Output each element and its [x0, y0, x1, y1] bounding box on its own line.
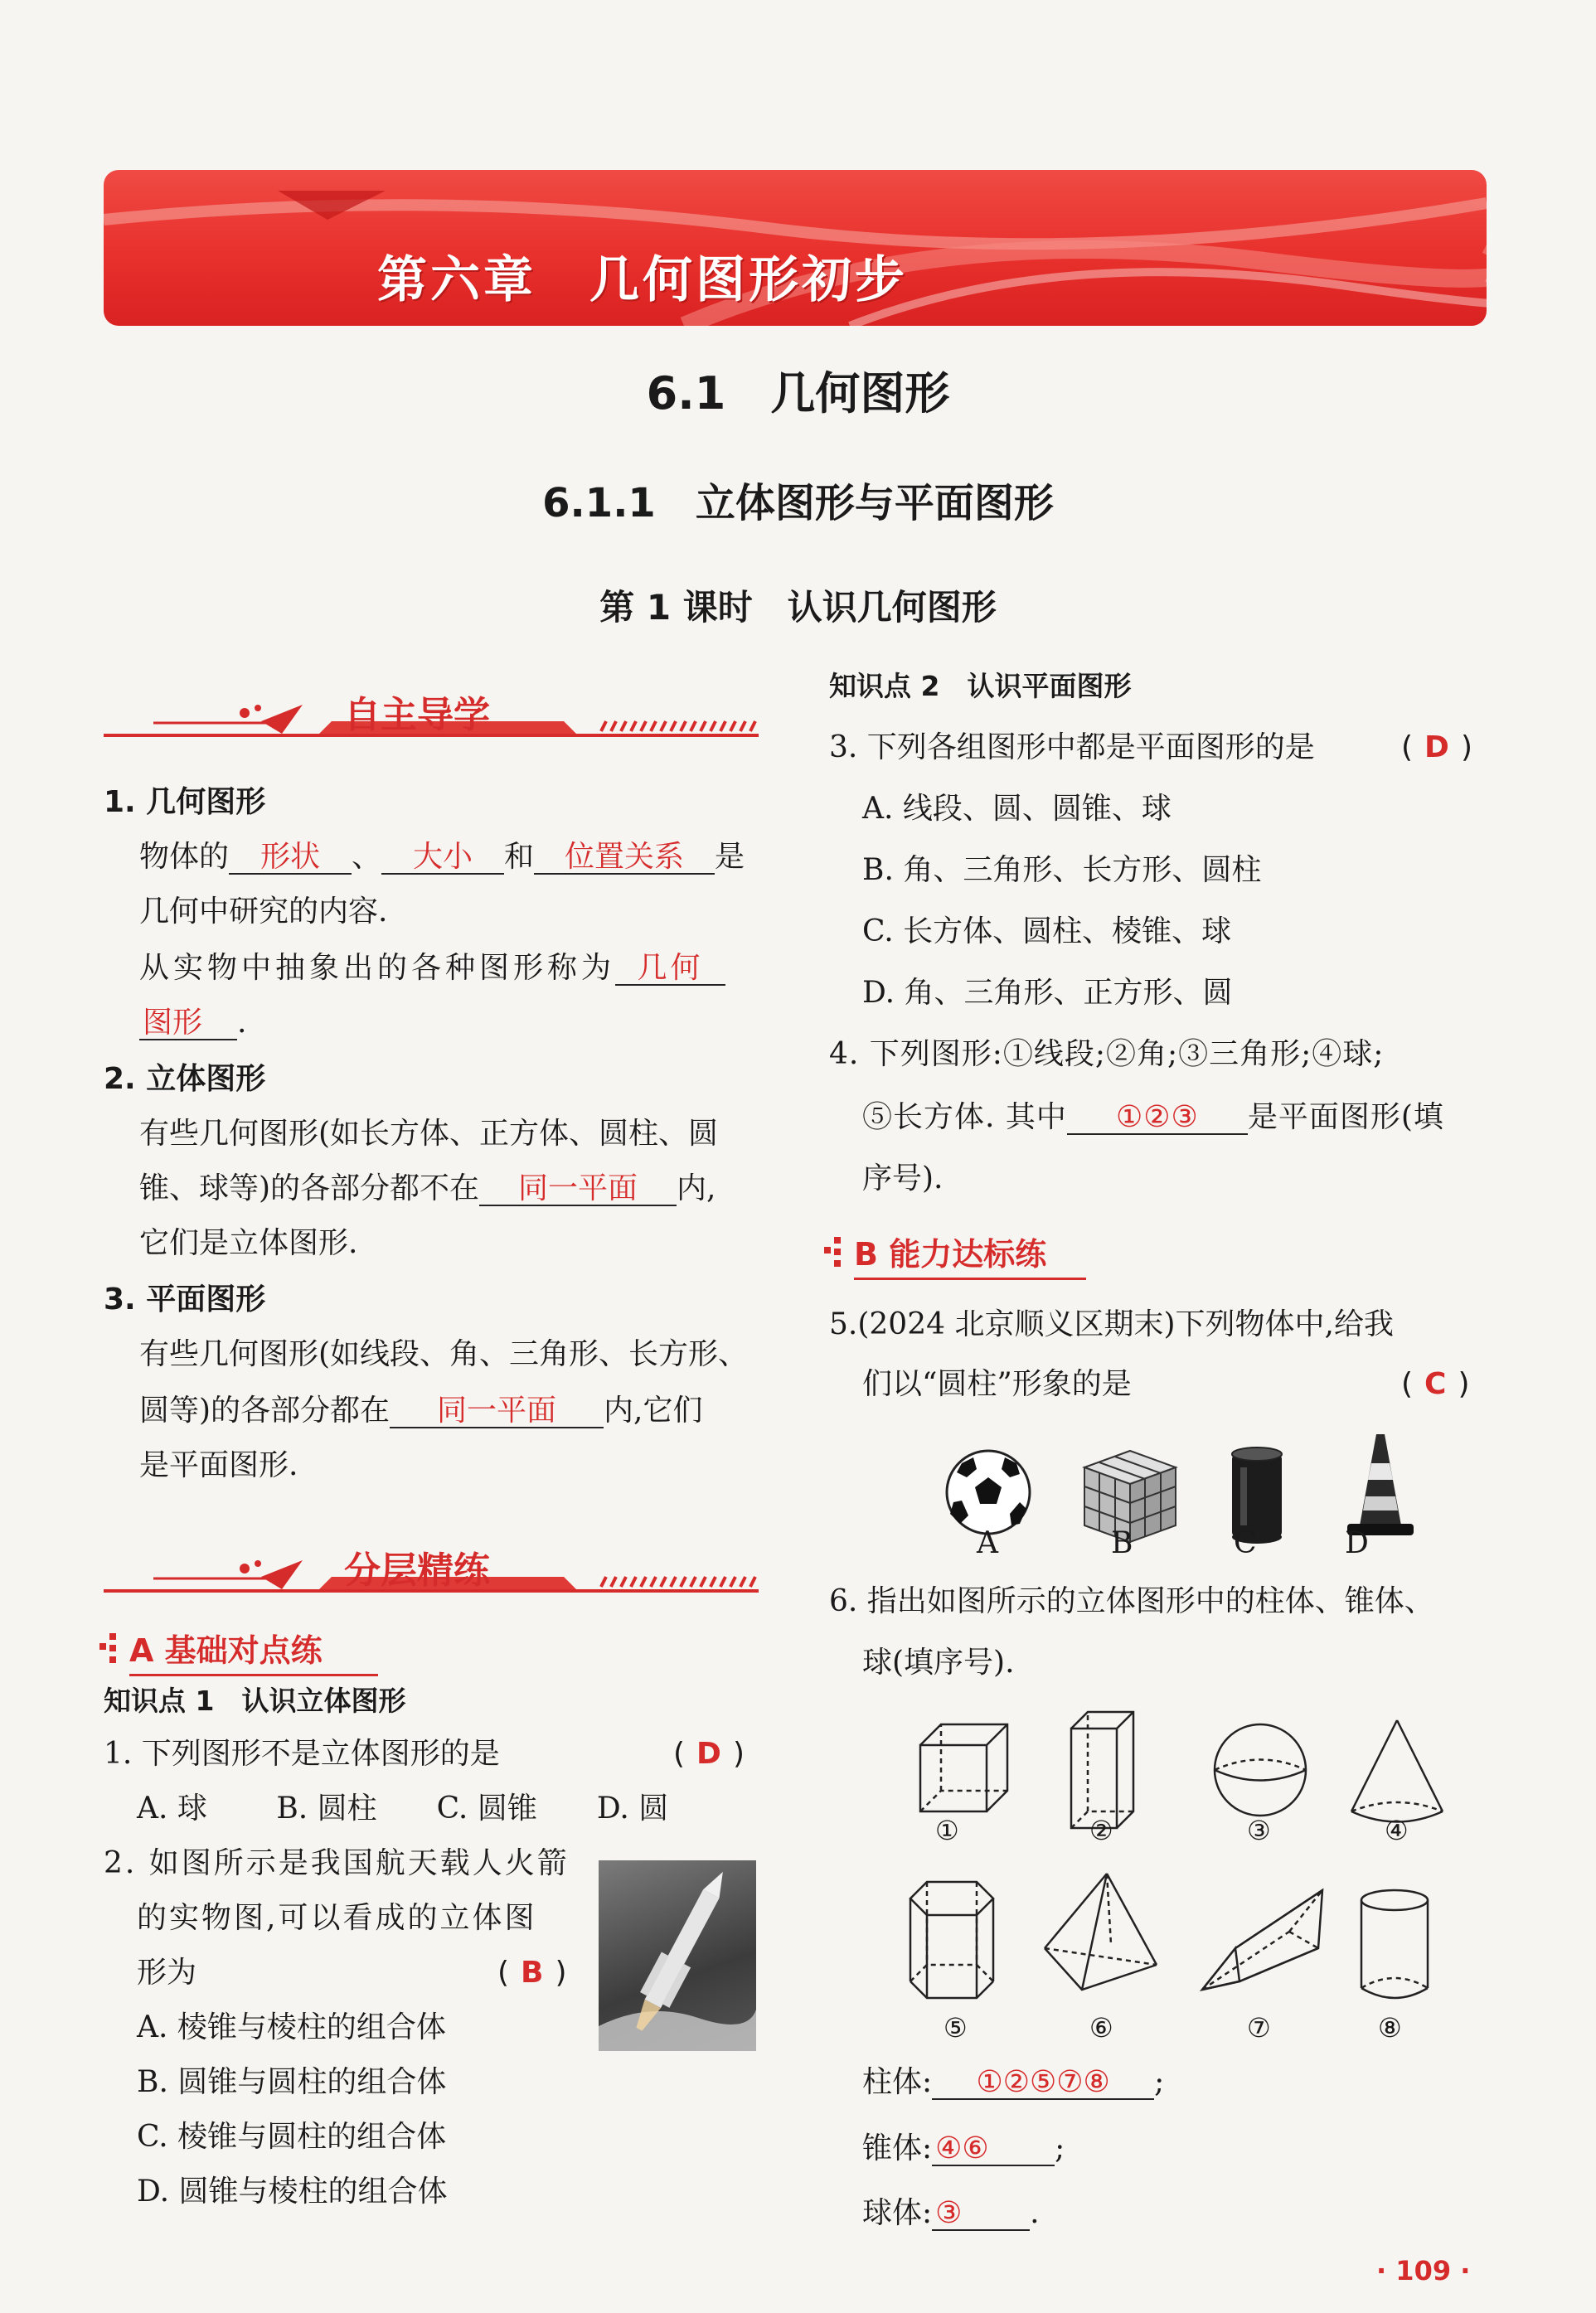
- k3-text-end: 内,它们: [604, 1394, 703, 1428]
- q3-stem: 3. 下列各组图形中都是平面图形的是: [829, 730, 1315, 764]
- q1-options: A. 球 B. 圆柱 C. 圆锥 D. 圆: [137, 1792, 669, 1826]
- q4-answer[interactable]: ①②③: [1067, 1102, 1248, 1135]
- pyramid-icon: [1045, 1874, 1157, 1990]
- hexagonal-prism-icon: [910, 1882, 993, 1998]
- k1-text-a: 物体的: [139, 840, 230, 874]
- q4-text-a: ⑤长方体. 其中: [862, 1100, 1067, 1134]
- q1-answer[interactable]: D: [696, 1737, 721, 1771]
- q5-label-c: C: [1234, 1526, 1257, 1560]
- shape-label-2: ②: [1089, 1815, 1113, 1846]
- k1-line4: [139, 1005, 246, 1041]
- shape-label-3: ③: [1247, 1815, 1271, 1846]
- cone-end: ;: [1055, 2131, 1065, 2165]
- rocket-icon: [599, 1860, 756, 2051]
- self-study-title: 自主导学: [344, 694, 490, 736]
- triangular-prism-icon: [1202, 1890, 1322, 1990]
- k1-text-sep: 、: [352, 840, 382, 874]
- q5-label-b: B: [1111, 1526, 1133, 1560]
- q1-stem: 1. 下列图形不是立体图形的是: [104, 1737, 500, 1771]
- k1-line1: [139, 839, 745, 875]
- q6-solids: [887, 1708, 1517, 2064]
- rocket-photo: [599, 1860, 756, 2051]
- cone-answer[interactable]: ④⑥: [932, 2133, 1055, 2166]
- q2-option-b: B. 圆锥与圆柱的组合体: [137, 2065, 447, 2099]
- q1-answer-paren: ( D ): [673, 1737, 745, 1771]
- q4-stem-2: [862, 1099, 1444, 1136]
- q2-option-c: C. 棱锥与圆柱的组合体: [137, 2120, 447, 2154]
- q4-stem-3: 序号).: [862, 1161, 944, 1195]
- answer-blank-shape[interactable]: 形状: [229, 841, 352, 875]
- q3-option-c: C. 长方体、圆柱、棱锥、球: [862, 914, 1232, 948]
- q5-objects: [937, 1434, 1451, 1559]
- shape-label-4: ④: [1385, 1815, 1409, 1846]
- k1-line3: [139, 950, 725, 987]
- sphere-end: .: [1030, 2196, 1040, 2230]
- q5-stem-1: 5.(2024 北京顺义区期末)下列物体中,给我: [829, 1307, 1394, 1341]
- k3-line3: 是平面图形.: [139, 1448, 298, 1482]
- answer-blank-figure[interactable]: 图形: [139, 1007, 237, 1040]
- q2-answer-paren: ( B ): [497, 1956, 567, 1990]
- answer-blank-position[interactable]: 位置关系: [534, 841, 715, 875]
- q4-stem-1: 4. 下列图形:①线段;②角;③三角形;④球;: [829, 1037, 1385, 1071]
- q3-answer-paren: ( D ): [1401, 730, 1472, 764]
- sphere-answer-line: [862, 2195, 1040, 2232]
- q2-stem-3: 形为: [137, 1956, 197, 1990]
- q2-answer[interactable]: B: [521, 1956, 544, 1990]
- shape-label-6: ⑥: [1089, 2012, 1113, 2044]
- page-number: · 109 ·: [1376, 2255, 1471, 2286]
- answer-blank-same-plane-2[interactable]: 同一平面: [390, 1395, 604, 1428]
- soccer-ball-icon: [947, 1451, 1030, 1534]
- answer-blank-size[interactable]: 大小: [381, 841, 504, 875]
- shape-label-7: ⑦: [1247, 2012, 1271, 2044]
- k3-line2: [139, 1393, 703, 1429]
- section-title: 6.1 几何图形: [646, 367, 950, 419]
- prism-end: ;: [1154, 2065, 1165, 2099]
- answer-blank-same-plane-1[interactable]: 同一平面: [479, 1173, 677, 1206]
- shape-label-5: ⑤: [944, 2012, 968, 2044]
- q5-answer[interactable]: C: [1424, 1367, 1447, 1401]
- q3-option-d: D. 角、三角形、正方形、圆: [862, 976, 1233, 1010]
- k1-text-l4-end: .: [237, 1006, 247, 1040]
- cone-icon: [1351, 1720, 1443, 1822]
- q3-option-a: A. 线段、圆、圆锥、球: [862, 792, 1172, 826]
- q2-stem-2: 的实物图,可以看成的立体图: [137, 1901, 537, 1935]
- layered-practice-title: 分层精练: [344, 1549, 490, 1592]
- q5-stem-2: 们以“圆柱”形象的是: [862, 1367, 1132, 1401]
- k2-title: 2. 立体图形: [104, 1062, 266, 1096]
- dots-icon: [98, 1633, 123, 1666]
- prism-answer[interactable]: ①②⑤⑦⑧: [932, 2067, 1154, 2100]
- k3-text-a: 圆等)的各部分都在: [139, 1394, 391, 1428]
- kp2-title: 知识点 2 认识平面图形: [829, 670, 1132, 702]
- dots-icon: [822, 1237, 847, 1270]
- level-a-title: A 基础对点练: [129, 1625, 378, 1676]
- q5-label-d: D: [1345, 1526, 1369, 1560]
- q3-option-b: B. 角、三角形、长方形、圆柱: [862, 853, 1262, 887]
- q2-option-d: D. 圆锥与棱柱的组合体: [137, 2175, 448, 2209]
- q2-stem-1: 2. 如图所示是我国航天载人火箭: [104, 1846, 570, 1880]
- subsection-title: 6.1.1 立体图形与平面图形: [542, 480, 1054, 526]
- k1-text-and: 和: [504, 840, 535, 874]
- rectangular-prism-icon: [1071, 1712, 1133, 1828]
- k2-line1: 有些几何图形(如长方体、正方体、圆柱、圆: [139, 1117, 719, 1151]
- q2-option-a: A. 棱锥与棱柱的组合体: [137, 2010, 446, 2044]
- shape-label-8: ⑧: [1378, 2012, 1402, 2044]
- k1-text-l3: 从实物中抽象出的各种图形称为: [139, 951, 616, 985]
- k2-line2: [139, 1171, 716, 1207]
- shape-label-1: ①: [935, 1815, 959, 1846]
- q5-answer-paren: ( C ): [1401, 1367, 1470, 1401]
- cube-icon: [920, 1724, 1007, 1811]
- k2-line3: 它们是立体图形.: [139, 1226, 358, 1260]
- k3-title: 3. 平面图形: [104, 1283, 266, 1317]
- answer-blank-geometry[interactable]: 几何: [615, 953, 725, 986]
- prism-label: 柱体:: [862, 2065, 933, 2099]
- k1-text-end: 是: [715, 840, 745, 874]
- q4-text-end: 是平面图形(填: [1247, 1100, 1444, 1134]
- kp1-title: 知识点 1 认识立体图形: [104, 1685, 406, 1717]
- chapter-banner: [104, 170, 1487, 326]
- k2-text-a: 锥、球等)的各部分都不在: [139, 1171, 480, 1205]
- q3-answer[interactable]: D: [1424, 730, 1449, 764]
- k3-line1: 有些几何图形(如线段、角、三角形、长方形、: [139, 1337, 749, 1371]
- sphere-label: 球体:: [862, 2196, 933, 2230]
- prism-answer-line: [862, 2064, 1164, 2101]
- cone-answer-line: [862, 2131, 1065, 2167]
- cylinder-icon: [1361, 1890, 1428, 1998]
- self-study-header: [104, 688, 759, 746]
- traffic-cone-icon: [1347, 1434, 1414, 1535]
- q6-stem-1: 6. 指出如图所示的立体图形中的柱体、锥体、: [829, 1584, 1434, 1618]
- sphere-icon: [1215, 1724, 1306, 1816]
- level-b-title: B 能力达标练: [854, 1229, 1086, 1280]
- k1-title: 1. 几何图形: [104, 785, 266, 819]
- q5-label-a: A: [977, 1526, 998, 1560]
- sphere-answer[interactable]: ③: [932, 2198, 1030, 2231]
- q6-stem-2: 球(填序号).: [862, 1646, 1015, 1680]
- layered-practice-header: [104, 1544, 759, 1602]
- cone-label: 锥体:: [862, 2131, 933, 2165]
- lesson-title: 第 1 课时 认识几何图形: [599, 587, 997, 628]
- chapter-title: 第六章 几何图形初步: [377, 251, 908, 309]
- k2-text-end: 内,: [677, 1171, 716, 1205]
- k1-line2: 几何中研究的内容.: [139, 895, 388, 929]
